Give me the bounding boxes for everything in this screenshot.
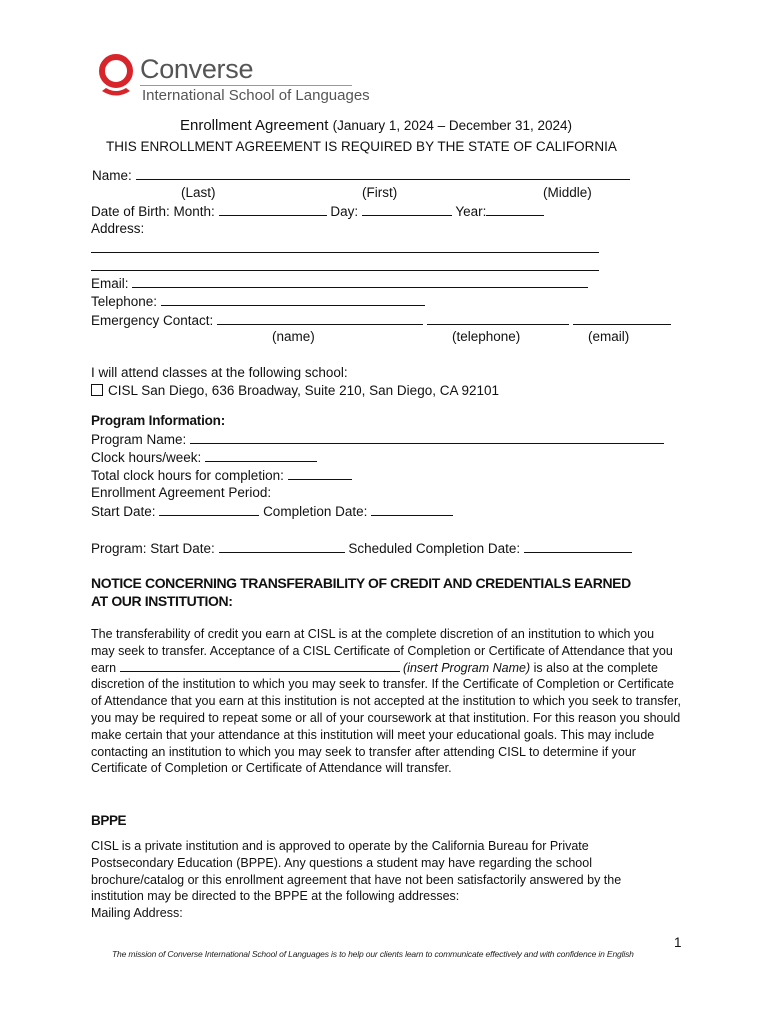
emergency-row	[91, 311, 671, 329]
name-row	[92, 166, 630, 184]
emergency-email-field[interactable]	[573, 311, 671, 325]
name-label: Name:	[92, 168, 132, 183]
notice-program-field[interactable]	[120, 660, 400, 672]
clock-hours-field[interactable]	[205, 448, 317, 462]
name-field[interactable]	[136, 166, 630, 180]
label-last: (Last)	[181, 185, 216, 200]
label-middle: (Middle)	[543, 185, 592, 200]
page-title	[180, 117, 572, 134]
dob-year-label: Year:	[455, 204, 487, 219]
dob-month-label: Date of Birth: Month:	[91, 204, 215, 219]
notice-heading	[91, 574, 631, 610]
required-notice: THIS ENROLLMENT AGREEMENT IS REQUIRED BY THE STATE OF CALIFORNIA	[106, 139, 617, 154]
bppe-paragraph: CISL is a private institution and is approved to operate by the California Bureau for Private Postsecondary Education (BPPE). Any questions a student may have regarding the school brochure/catalog or this enrollment agreement that have not been satisfactorily answered by the institution may be directed to the BPPE at the following addresses:	[91, 839, 622, 904]
enrollment-period-label: Enrollment Agreement Period:	[91, 485, 272, 500]
emergency-name-field[interactable]	[217, 311, 423, 325]
total-hours-label: Total clock hours for completion:	[91, 468, 284, 483]
notice-paragraph	[91, 626, 681, 777]
footer-mission: The mission of Converse International School of Languages is to help our clients learn to communicate effectively and with confidence in English	[112, 949, 634, 959]
label-first: (First)	[362, 185, 398, 200]
dob-year-field[interactable]	[486, 202, 544, 216]
dob-day-label: Day:	[330, 204, 359, 219]
notice-heading-line2: AT OUR INSTITUTION:	[91, 593, 233, 609]
title-text: Enrollment Agreement	[180, 117, 329, 134]
scheduled-completion-label: Scheduled Completion Date:	[348, 541, 521, 556]
completion-date-field[interactable]	[371, 502, 453, 516]
bppe-heading: BPPE	[91, 813, 127, 828]
program-name-label: Program Name:	[91, 432, 187, 447]
total-hours-row	[91, 466, 352, 484]
school-option-label: CISL San Diego, 636 Broadway, Suite 210, San Diego, CA 92101	[108, 383, 500, 398]
scheduled-completion-field[interactable]	[524, 539, 632, 553]
completion-date-label: Completion Date:	[263, 504, 368, 519]
logo-divider	[140, 85, 352, 86]
school-intro: I will attend classes at the following school:	[91, 365, 348, 380]
emergency-label: Emergency Contact:	[91, 313, 214, 328]
mailing-address-label: Mailing Address:	[91, 906, 183, 920]
notice-text-end: is also at the complete discretion of the institution to which you may seek to transfer. If the Certificate of Completion or Certificate of Attendance that you earn at this institution is not accepted at the institution to which you seek to transfer, you may be required to repeat some or all of your coursework at that institution. For this reason you should make certain that your attendance at this institution will meet your educational goals. This may include contacting an institution to which you may seek to transfer after attending CISL to determine if your Certificate of Completion or Certificate of Attendance will transfer.	[91, 660, 681, 776]
address-field-2[interactable]	[91, 270, 599, 271]
label-ec-name: (name)	[272, 329, 315, 344]
telephone-field[interactable]	[161, 292, 425, 306]
label-ec-email: (email)	[588, 329, 630, 344]
clock-hours-label: Clock hours/week:	[91, 450, 202, 465]
start-date-row	[91, 502, 453, 520]
program-start-row	[91, 539, 632, 557]
clock-hours-row	[91, 448, 317, 466]
program-name-field[interactable]	[190, 430, 664, 444]
title-period: (January 1, 2024 – December 31, 2024)	[332, 118, 572, 133]
start-date-field[interactable]	[159, 502, 259, 516]
school-option[interactable]	[91, 382, 499, 399]
label-ec-telephone: (telephone)	[452, 329, 521, 344]
program-heading: Program Information:	[91, 413, 226, 428]
dob-day-field[interactable]	[362, 202, 452, 216]
page-number: 1	[674, 935, 682, 950]
telephone-row	[91, 292, 425, 310]
dob-month-field[interactable]	[219, 202, 327, 216]
start-date-label: Start Date:	[91, 504, 156, 519]
email-row	[91, 274, 588, 292]
logo-name: Converse	[140, 54, 254, 84]
checkbox-icon[interactable]	[91, 384, 103, 396]
logo	[96, 52, 370, 108]
program-name-row	[91, 430, 664, 448]
telephone-label: Telephone:	[91, 294, 158, 309]
converse-logo-icon	[96, 54, 136, 100]
notice-heading-line1: NOTICE CONCERNING TRANSFERABILITY OF CREDIT AND CREDENTIALS EARNED	[91, 575, 631, 591]
address-field-1[interactable]	[91, 252, 599, 253]
email-label: Email:	[91, 276, 129, 291]
notice-insert-label: (insert Program Name)	[403, 660, 531, 675]
total-hours-field[interactable]	[288, 466, 352, 480]
emergency-telephone-field[interactable]	[427, 311, 569, 325]
dob-row	[91, 202, 544, 220]
email-field[interactable]	[132, 274, 588, 288]
program-start-field[interactable]	[219, 539, 345, 553]
address-label: Address:	[91, 221, 145, 236]
notice-text-start: The transferability of credit you earn at CISL is at the complete discretion of an institution to which you may seek to transfer. Acceptance of a CISL Certificate of Completion or Certificate of Attendance that you earn	[91, 627, 673, 675]
logo-subtitle: International School of Languages	[142, 87, 370, 104]
program-start-label: Program: Start Date:	[91, 541, 215, 556]
